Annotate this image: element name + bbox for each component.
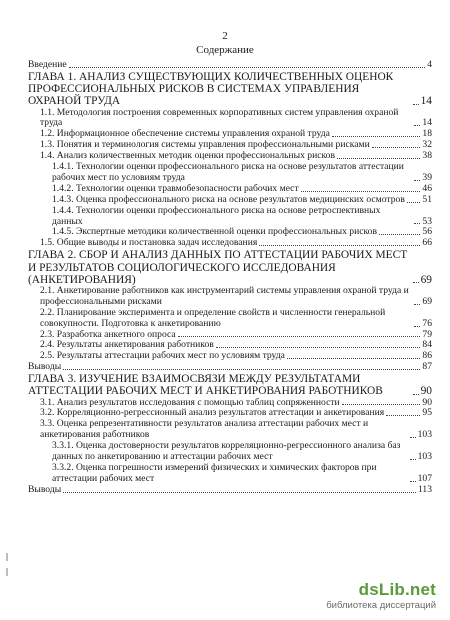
- toc-leader-dots: [407, 202, 421, 203]
- toc-entry[interactable]: [28, 286, 432, 308]
- toc-leader-dots: [386, 415, 420, 416]
- toc-entry-title: 1.4.5. Экспертные методики количественной оценки профессиональных рисков: [52, 226, 377, 238]
- toc-leader-dots: [337, 158, 420, 159]
- toc-leader-dots: [69, 67, 426, 68]
- toc-leader-dots: [178, 336, 421, 337]
- toc-page-number: 53: [422, 215, 432, 227]
- toc-leader-dots: [342, 404, 421, 405]
- toc-page-number: 51: [422, 193, 432, 205]
- toc-leader-dots: [410, 437, 416, 438]
- toc-page-number: 95: [422, 407, 432, 419]
- toc-entry[interactable]: [28, 308, 432, 330]
- toc-entry[interactable]: [28, 60, 432, 71]
- toc-chapter[interactable]: [28, 71, 432, 108]
- toc-entry-title: 3.3.1. Оценка достоверности результатов корреляционно-регрессионного анализа баз данных по анкетированию и аттестации рабочих мест: [52, 440, 401, 463]
- toc-leader-dots: [216, 347, 421, 348]
- toc-entry-title: 1.2. Информационное обеспечение системы управления охраной труда: [40, 128, 330, 140]
- watermark-logo: dsLib.net: [358, 580, 436, 599]
- toc-leader-dots: [410, 481, 416, 482]
- toc-leader-dots: [413, 104, 419, 105]
- toc-leader-dots: [410, 459, 416, 460]
- toc-page-number: 90: [420, 385, 432, 398]
- toc-entry-title: Выводы: [28, 483, 62, 495]
- toc-entry[interactable]: [28, 206, 432, 228]
- toc-leader-dots: [63, 492, 416, 493]
- toc-entry-title: 1.5. Общие выводы и постановка задач исследования: [40, 237, 258, 249]
- toc-page-number: 86: [422, 350, 432, 362]
- toc-page-number: 39: [422, 171, 432, 183]
- toc-leader-dots: [287, 358, 421, 359]
- toc-entry-title: 3.1. Анализ результатов исследования с помощью таблиц сопряженности: [40, 396, 340, 408]
- toc-entry-title: 2.2. Планирование эксперимента и определение свойств и численности генеральной совокупности. Подготовка к анкетированию: [40, 306, 386, 329]
- margin-mark: [6, 553, 8, 561]
- toc-leader-dots: [63, 369, 420, 370]
- toc-entry[interactable]: [28, 419, 432, 441]
- toc-entry-title: 2.4. Результаты анкетирования работников: [40, 339, 214, 351]
- toc-entry-title: 2.3. Разработка анкетного опроса: [40, 328, 176, 340]
- toc-leader-dots: [259, 245, 420, 246]
- toc-entry-title: 1.4.3. Оценка профессионального риска на основе результатов медицинских осмотров: [52, 193, 405, 205]
- toc-leader-dots: [372, 147, 421, 148]
- toc-page-number: 46: [422, 182, 432, 194]
- toc-entry[interactable]: [28, 485, 432, 496]
- toc-entry[interactable]: [28, 362, 432, 373]
- toc-entry-title: Выводы: [28, 361, 62, 373]
- toc-page-number: 69: [422, 295, 432, 307]
- toc-page-number: 76: [422, 317, 432, 329]
- toc-leader-dots: [414, 125, 420, 126]
- toc-page-number: 103: [417, 429, 432, 441]
- toc-page-number: 66: [422, 237, 432, 249]
- toc-page-number: 103: [417, 451, 432, 463]
- toc-page-number: 14: [422, 117, 432, 129]
- document-title: Содержание: [196, 44, 254, 56]
- toc-page-number: 107: [417, 472, 432, 484]
- toc-entry-title: 1.3. Понятия и терминология системы управления профессиональными рисками: [40, 139, 370, 151]
- toc-entry-title: 1.4. Анализ количественных методик оценки профессиональных рисков: [40, 150, 335, 162]
- toc-entry-title: 2.1. Анкетирование работников как инструментарий системы управления охраной труда и профессиональными рисками: [40, 284, 409, 307]
- toc-leader-dots: [301, 191, 421, 192]
- watermark-subtitle: библиотека диссертаций: [326, 600, 436, 611]
- toc-entry-title: 3.2. Корреляционно-регрессионный анализ результатов аттестации и анкетирования: [40, 407, 385, 419]
- toc-page-number: 56: [422, 226, 432, 238]
- toc-entry-title: 1.4.2. Технологии оценки травмобезопасности рабочих мест: [52, 182, 299, 194]
- toc-page-number: 113: [417, 483, 432, 495]
- toc-page-number: 38: [422, 150, 432, 162]
- toc-chapter[interactable]: [28, 373, 432, 397]
- toc-entry-title: ГЛАВА 1. АНАЛИЗ СУЩЕСТВУЮЩИХ КОЛИЧЕСТВЕННЫХ ОЦЕНОК ПРОФЕССИОНАЛЬНЫХ РИСКОВ В СИСТЕМАХ УПРАВЛЕНИЯ ОХРАНОЙ ТРУДА: [28, 70, 394, 108]
- toc-entry-title: 3.3. Оценка репрезентативности результатов анализа аттестации рабочих мест и анкетирования работников: [40, 418, 369, 441]
- table-of-contents: [28, 60, 432, 496]
- toc-leader-dots: [414, 326, 420, 327]
- toc-leader-dots: [414, 304, 420, 305]
- page-number: 2: [222, 30, 228, 42]
- toc-page-number: 18: [422, 128, 432, 140]
- toc-page-number: 84: [422, 339, 432, 351]
- toc-entry[interactable]: [28, 162, 432, 184]
- toc-entry[interactable]: [28, 351, 432, 362]
- toc-page-number: 14: [420, 95, 432, 108]
- toc-entry-title: 2.5. Результаты аттестации рабочих мест по условиям труда: [40, 350, 285, 362]
- toc-page-number: 87: [422, 361, 432, 373]
- toc-entry-title: 1.4.1. Технологии оценки профессионального риска на основе результатов аттестации рабочих мест по условиям труда: [52, 161, 404, 183]
- toc-leader-dots: [413, 282, 419, 283]
- toc-leader-dots: [332, 136, 421, 137]
- watermark[interactable]: [320, 580, 440, 614]
- toc-leader-dots: [379, 234, 420, 235]
- toc-leader-dots: [413, 394, 419, 395]
- toc-entry[interactable]: [28, 463, 432, 485]
- toc-page-number: 4: [427, 59, 432, 70]
- toc-page-number: 79: [422, 328, 432, 340]
- toc-entry-title: ГЛАВА 3. ИЗУЧЕНИЕ ВЗАИМОСВЯЗИ МЕЖДУ РЕЗУЛЬТАТАМИ АТТЕСТАЦИИ РАБОЧИХ МЕСТ И АНКЕТИРОВАНИЯ РАБОТНИКОВ: [28, 373, 383, 398]
- toc-entry-title: ГЛАВА 2. СБОР И АНАЛИЗ ДАННЫХ ПО АТТЕСТАЦИИ РАБОЧИХ МЕСТ И РЕЗУЛЬТАТОВ СОЦИОЛОГИЧЕСКОГО ИССЛЕДОВАНИЯ (АНКЕТИРОВАНИЯ): [28, 249, 408, 286]
- toc-page-number: 90: [422, 396, 432, 408]
- toc-leader-dots: [414, 223, 420, 224]
- toc-chapter[interactable]: [28, 249, 432, 286]
- toc-page-number: 32: [422, 139, 432, 151]
- toc-entry-title: 3.3.2. Оценка погрешности измерений физических и химических факторов при аттестации рабочих мест: [52, 462, 377, 484]
- toc-leader-dots: [414, 180, 420, 181]
- toc-entry[interactable]: [28, 441, 432, 463]
- toc-entry-title: Введение: [28, 59, 67, 70]
- toc-entry[interactable]: [28, 108, 432, 130]
- toc-entry-title: 1.4.4. Технологии оценки профессионального риска на основе ретроспективных данных: [52, 204, 381, 227]
- toc-page-number: 69: [420, 273, 432, 286]
- toc-entry-title: 1.1. Методология построения современных корпоративных систем управления охраной труда: [40, 106, 399, 129]
- toc-entry[interactable]: [28, 238, 432, 249]
- margin-mark: [6, 568, 8, 576]
